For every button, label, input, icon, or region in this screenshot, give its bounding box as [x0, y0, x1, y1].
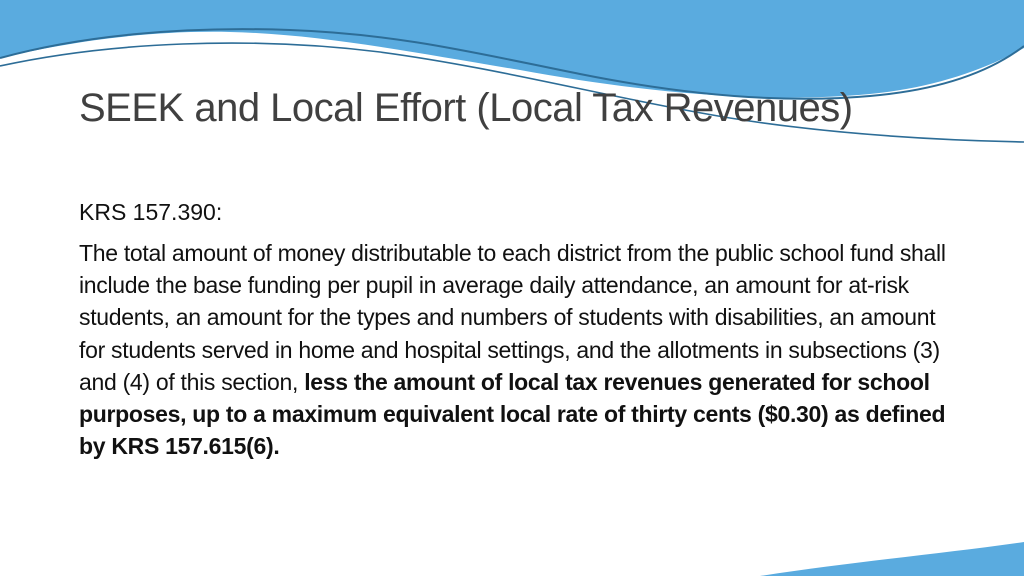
statute-text-regular: The total amount of money distributable to each district from the public school fund shall include the base funding per pupil in average daily attendance, an amount for at-risk students, an amount for the types and numbers of students with disabilities, an amount for students served in home and hospital settings, and the allotments in subsections (3) and (4) of this section, — [79, 240, 946, 395]
slide-content — [79, 195, 959, 462]
slide-title: SEEK and Local Effort (Local Tax Revenues) — [79, 86, 853, 130]
statute-text — [79, 237, 959, 462]
statute-heading: KRS 157.390: — [79, 199, 223, 225]
bottom-wave-band — [760, 542, 1024, 576]
bottom-wave-decoration — [0, 516, 1024, 576]
statute-text-bold: less the amount of local tax revenues generated for school purposes, up to a maximum equivalent local rate of thirty cents ($0.30) as defined by KRS 157.615(6). — [79, 368, 946, 460]
